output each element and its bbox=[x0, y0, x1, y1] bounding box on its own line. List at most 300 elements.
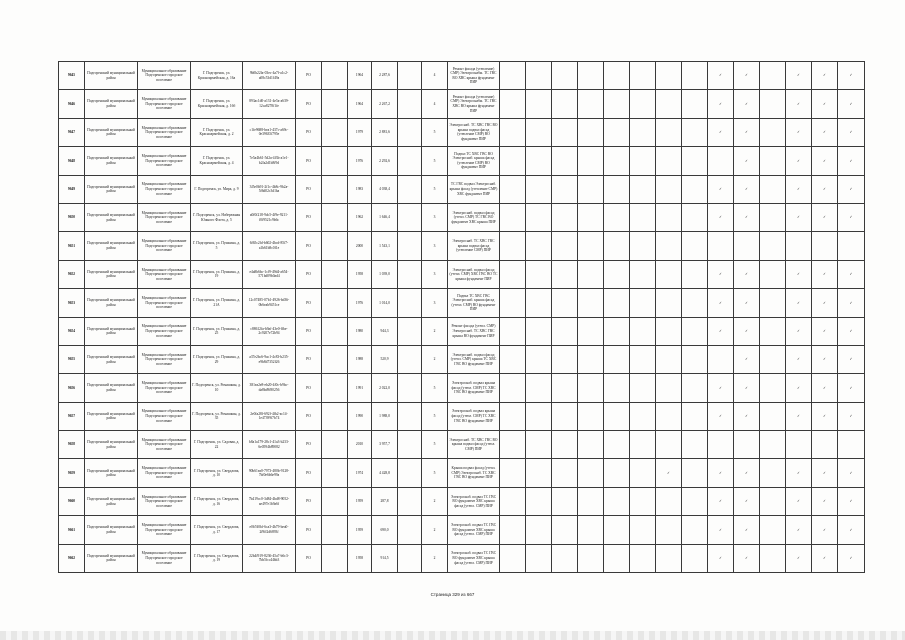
empty-cell bbox=[526, 260, 552, 288]
area-cell: 1 988,0 bbox=[372, 402, 398, 430]
empty-cell bbox=[500, 289, 526, 317]
check-mark-icon: ✓ bbox=[786, 90, 812, 118]
empty-cell bbox=[322, 203, 348, 231]
empty-cell bbox=[630, 487, 656, 515]
check-mark-icon: ✓ bbox=[812, 345, 838, 373]
empty-cell bbox=[682, 431, 708, 459]
table-row bbox=[59, 289, 865, 317]
row-number: 9650 bbox=[59, 203, 85, 231]
area-cell: 2 022,0 bbox=[372, 374, 398, 402]
empty-cell bbox=[760, 374, 786, 402]
empty-cell bbox=[398, 402, 422, 430]
check-mark-icon: ✓ bbox=[708, 487, 734, 515]
check-mark-icon: ✓ bbox=[812, 90, 838, 118]
check-mark-icon: ✓ bbox=[708, 62, 734, 90]
check-mark-icon: ✓ bbox=[708, 118, 734, 146]
check-mark-icon: ✓ bbox=[812, 203, 838, 231]
guid-cell: a0f0f218-9dc5-4f9e-9211-f0f9521c9b6c bbox=[243, 203, 296, 231]
empty-cell bbox=[760, 431, 786, 459]
check-mark-icon: ✓ bbox=[812, 62, 838, 90]
page-footer: Страница 329 из 667 bbox=[430, 592, 475, 597]
guid-cell: b8a1a179-28c1-41a3-b233-6e0594b89082 bbox=[243, 431, 296, 459]
check-mark-icon: ✓ bbox=[812, 147, 838, 175]
row-number: 9649 bbox=[59, 175, 85, 203]
empty-cell bbox=[682, 544, 708, 572]
empty-cell bbox=[604, 317, 630, 345]
area-cell: 2 267,2 bbox=[372, 90, 398, 118]
check-mark-icon: ✓ bbox=[812, 544, 838, 572]
year-cell: 1980 bbox=[348, 317, 372, 345]
empty-cell bbox=[682, 374, 708, 402]
empty-cell bbox=[656, 147, 682, 175]
empty-cell bbox=[578, 232, 604, 260]
row-number: 9662 bbox=[59, 544, 85, 572]
address-cell: Г. Подгоренск, ул. Ромашкин, д. 35 bbox=[191, 402, 243, 430]
empty-cell bbox=[500, 516, 526, 544]
empty-cell bbox=[552, 544, 578, 572]
empty-cell bbox=[578, 374, 604, 402]
settlement-cell: Муниципальное образование Подгоренское городское поселение bbox=[138, 147, 191, 175]
settlement-cell: Муниципальное образование Подгоренское городское поселение bbox=[138, 487, 191, 515]
area-cell: 4 038,4 bbox=[372, 175, 398, 203]
empty-cell bbox=[322, 544, 348, 572]
table-row bbox=[59, 402, 865, 430]
area-cell: 690,0 bbox=[372, 516, 398, 544]
check-mark-icon: ✓ bbox=[734, 345, 760, 373]
empty-cell bbox=[552, 317, 578, 345]
empty-cell bbox=[578, 487, 604, 515]
settlement-cell: Муниципальное образование Подгоренское городское поселение bbox=[138, 544, 191, 572]
check-mark-icon: ✓ bbox=[708, 459, 734, 487]
check-mark-icon: ✓ bbox=[786, 175, 812, 203]
empty-cell bbox=[682, 203, 708, 231]
empty-cell bbox=[322, 90, 348, 118]
row-number: 9652 bbox=[59, 260, 85, 288]
year-cell: 1964 bbox=[348, 62, 372, 90]
empty-cell bbox=[500, 203, 526, 231]
empty-cell bbox=[656, 317, 682, 345]
works-cell: Крыша подвал фасад (утепл. СМР) Электроснаб. ТС ХВС ГВС ВО фундамент ПИР bbox=[448, 459, 500, 487]
year-cell: 1988 bbox=[348, 345, 372, 373]
floors-cell: 5 bbox=[422, 459, 448, 487]
check-mark-icon: ✓ bbox=[838, 544, 865, 572]
empty-cell bbox=[526, 431, 552, 459]
table-row bbox=[59, 175, 865, 203]
settlement-cell: Муниципальное образование Подгоренское городское поселение bbox=[138, 62, 191, 90]
check-mark-icon: ✓ bbox=[708, 90, 734, 118]
guid-cell: 381ea2e8-eb20-4f0c-b9bc-da8bd9f80256 bbox=[243, 374, 296, 402]
empty-cell bbox=[552, 459, 578, 487]
floors-cell: 2 bbox=[422, 345, 448, 373]
empty-cell bbox=[578, 516, 604, 544]
empty-cell bbox=[552, 232, 578, 260]
settlement-cell: Муниципальное образование Подгоренское городское поселение bbox=[138, 289, 191, 317]
area-cell: 4 428,8 bbox=[372, 459, 398, 487]
empty-cell bbox=[604, 345, 630, 373]
check-mark-icon: ✓ bbox=[734, 289, 760, 317]
empty-cell bbox=[578, 402, 604, 430]
year-cell: 1983 bbox=[348, 175, 372, 203]
empty-cell bbox=[500, 402, 526, 430]
floors-cell: 4 bbox=[422, 90, 448, 118]
row-number: 9655 bbox=[59, 345, 85, 373]
floors-cell: 4 bbox=[422, 62, 448, 90]
empty-cell bbox=[760, 175, 786, 203]
empty-cell bbox=[526, 118, 552, 146]
form-cell: РО bbox=[296, 345, 322, 373]
empty-cell bbox=[604, 175, 630, 203]
empty-cell bbox=[578, 147, 604, 175]
empty-cell bbox=[552, 147, 578, 175]
form-cell: РО bbox=[296, 516, 322, 544]
empty-cell bbox=[398, 147, 422, 175]
check-mark-icon: ✓ bbox=[812, 516, 838, 544]
form-cell: РО bbox=[296, 232, 322, 260]
empty-cell bbox=[526, 317, 552, 345]
district-cell: Подгоренский муниципальный район bbox=[85, 487, 138, 515]
empty-cell bbox=[552, 516, 578, 544]
check-mark-icon: ✓ bbox=[838, 62, 865, 90]
empty-cell bbox=[682, 459, 708, 487]
settlement-cell: Муниципальное образование Подгоренское городское поселение bbox=[138, 317, 191, 345]
empty-cell bbox=[500, 487, 526, 515]
guid-cell: c88612fa-b9af-43e0-ffbe-2c9207e72b94 bbox=[243, 317, 296, 345]
form-cell: РО bbox=[296, 62, 322, 90]
empty-cell bbox=[526, 402, 552, 430]
empty-cell bbox=[682, 232, 708, 260]
empty-cell bbox=[604, 459, 630, 487]
empty-cell bbox=[656, 203, 682, 231]
form-cell: РО bbox=[296, 289, 322, 317]
check-mark-icon: ✓ bbox=[786, 203, 812, 231]
year-cell: 1974 bbox=[348, 459, 372, 487]
works-cell: Ремонт фасада (утепл. СМР) Электроснаб. ТС ХВС ГВС крыша ВО фундамент ПИР bbox=[448, 317, 500, 345]
floors-cell: 3 bbox=[422, 203, 448, 231]
works-cell: Электроснаб. подвал ТС ГВС ВО фундамент ХВС крыша фасад (утепл. СМР) ПИР bbox=[448, 516, 500, 544]
table-row bbox=[59, 90, 865, 118]
check-mark-icon: ✓ bbox=[838, 459, 865, 487]
empty-cell bbox=[630, 118, 656, 146]
form-cell: РО bbox=[296, 459, 322, 487]
empty-cell bbox=[760, 459, 786, 487]
empty-cell bbox=[630, 317, 656, 345]
empty-cell bbox=[578, 289, 604, 317]
empty-cell bbox=[708, 232, 734, 260]
district-cell: Подгоренский муниципальный район bbox=[85, 90, 138, 118]
check-mark-icon: ✓ bbox=[786, 147, 812, 175]
empty-cell bbox=[760, 544, 786, 572]
check-mark-icon: ✓ bbox=[812, 374, 838, 402]
row-number: 9656 bbox=[59, 374, 85, 402]
district-cell: Подгоренский муниципальный район bbox=[85, 232, 138, 260]
district-cell: Подгоренский муниципальный район bbox=[85, 289, 138, 317]
check-mark-icon: ✓ bbox=[838, 203, 865, 231]
form-cell: РО bbox=[296, 118, 322, 146]
row-number: 9646 bbox=[59, 90, 85, 118]
empty-cell bbox=[398, 516, 422, 544]
empty-cell bbox=[322, 232, 348, 260]
guid-cell: 7e5a4b61-5d2a-4f3b-a1e1-b2fa2d1b8f9d bbox=[243, 147, 296, 175]
check-mark-icon: ✓ bbox=[812, 402, 838, 430]
area-cell: 1 543,1 bbox=[372, 232, 398, 260]
empty-cell bbox=[322, 147, 348, 175]
works-cell: Электроснаб. подвал ТС ГВС ВО фундамент ХВС крыша фасад (утепл. СМР) ПИР bbox=[448, 487, 500, 515]
empty-cell bbox=[838, 232, 865, 260]
check-mark-icon: ✓ bbox=[786, 487, 812, 515]
table-row bbox=[59, 260, 865, 288]
empty-cell bbox=[682, 317, 708, 345]
table-row bbox=[59, 232, 865, 260]
district-cell: Подгоренский муниципальный район bbox=[85, 203, 138, 231]
empty-cell bbox=[630, 516, 656, 544]
district-cell: Подгоренский муниципальный район bbox=[85, 431, 138, 459]
check-mark-icon: ✓ bbox=[708, 317, 734, 345]
floors-cell: 5 bbox=[422, 175, 448, 203]
check-mark-icon: ✓ bbox=[786, 374, 812, 402]
guid-cell: 90b61ea0-7973-480b-9128-7bf0e6b6e99a bbox=[243, 459, 296, 487]
empty-cell bbox=[552, 118, 578, 146]
empty-cell bbox=[398, 203, 422, 231]
empty-cell bbox=[682, 260, 708, 288]
check-mark-icon: ✓ bbox=[786, 289, 812, 317]
district-cell: Подгоренский муниципальный район bbox=[85, 147, 138, 175]
guid-cell: 12c07485-07b1-4926-bd36-0b6eab9451ce bbox=[243, 289, 296, 317]
row-number: 9648 bbox=[59, 147, 85, 175]
empty-cell bbox=[656, 232, 682, 260]
table-row bbox=[59, 62, 865, 90]
works-cell: Электроснаб. подвал фасад (утепл. СМР) ХВС ГВС ВО ТС крыша фундамент ПИР bbox=[448, 260, 500, 288]
guid-cell: e0b7d0bf-6ca3-4b79-bea0-2f9ff2d6893f bbox=[243, 516, 296, 544]
area-cell: 520,9 bbox=[372, 345, 398, 373]
empty-cell bbox=[630, 345, 656, 373]
district-cell: Подгоренский муниципальный район bbox=[85, 175, 138, 203]
check-mark-icon: ✓ bbox=[812, 118, 838, 146]
empty-cell bbox=[552, 374, 578, 402]
form-cell: РО bbox=[296, 374, 322, 402]
area-cell: 2 287,6 bbox=[372, 62, 398, 90]
empty-cell bbox=[398, 260, 422, 288]
empty-cell bbox=[630, 402, 656, 430]
empty-cell bbox=[578, 317, 604, 345]
empty-cell bbox=[526, 544, 552, 572]
empty-cell bbox=[552, 431, 578, 459]
empty-cell bbox=[630, 374, 656, 402]
empty-cell bbox=[760, 289, 786, 317]
row-number: 9661 bbox=[59, 516, 85, 544]
empty-cell bbox=[578, 431, 604, 459]
empty-cell bbox=[500, 317, 526, 345]
check-mark-icon: ✓ bbox=[708, 289, 734, 317]
empty-cell bbox=[786, 431, 812, 459]
settlement-cell: Муниципальное образование Подгоренское городское поселение bbox=[138, 374, 191, 402]
address-cell: Г. Подгоренск, ул. Свердлова, д. 17 bbox=[191, 516, 243, 544]
area-cell: 914,5 bbox=[372, 544, 398, 572]
settlement-cell: Муниципальное образование Подгоренское городское поселение bbox=[138, 402, 191, 430]
empty-cell bbox=[682, 175, 708, 203]
check-mark-icon: ✓ bbox=[838, 516, 865, 544]
empty-cell bbox=[760, 118, 786, 146]
works-cell: Подвал ТС ХВС ГВС Электроснаб. крыша фасад (утепл. СМР) ВО фундамент ПИР bbox=[448, 289, 500, 317]
form-cell: РО bbox=[296, 487, 322, 515]
table-row bbox=[59, 544, 865, 572]
empty-cell bbox=[656, 487, 682, 515]
address-cell: Г. Подгоренск, ул. Красноармейская, д. 16а bbox=[191, 62, 243, 90]
floors-cell: 2 bbox=[422, 487, 448, 515]
check-mark-icon: ✓ bbox=[812, 487, 838, 515]
address-cell: Г. Подгоренск, ул. Пушкина, д. 19 bbox=[191, 260, 243, 288]
check-mark-icon: ✓ bbox=[734, 459, 760, 487]
empty-cell bbox=[656, 175, 682, 203]
settlement-cell: Муниципальное образование Подгоренское городское поселение bbox=[138, 90, 191, 118]
empty-cell bbox=[500, 260, 526, 288]
area-cell: 287,8 bbox=[372, 487, 398, 515]
check-mark-icon: ✓ bbox=[734, 90, 760, 118]
table-row bbox=[59, 317, 865, 345]
table-row bbox=[59, 516, 865, 544]
table-row bbox=[59, 459, 865, 487]
district-cell: Подгоренский муниципальный район bbox=[85, 374, 138, 402]
empty-cell bbox=[322, 402, 348, 430]
empty-cell bbox=[760, 147, 786, 175]
year-cell: 1976 bbox=[348, 289, 372, 317]
empty-cell bbox=[500, 345, 526, 373]
empty-cell bbox=[552, 62, 578, 90]
form-cell: РО bbox=[296, 402, 322, 430]
check-mark-icon: ✓ bbox=[734, 516, 760, 544]
empty-cell bbox=[578, 544, 604, 572]
check-mark-icon: ✓ bbox=[838, 345, 865, 373]
check-mark-icon: ✓ bbox=[786, 516, 812, 544]
check-mark-icon: ✓ bbox=[838, 487, 865, 515]
empty-cell bbox=[578, 260, 604, 288]
settlement-cell: Муниципальное образование Подгоренское городское поселение bbox=[138, 260, 191, 288]
floors-cell: 3 bbox=[422, 260, 448, 288]
empty-cell bbox=[604, 260, 630, 288]
empty-cell bbox=[708, 147, 734, 175]
address-cell: Г. Подгоренск, ул. Мира, д. 9 bbox=[191, 175, 243, 203]
empty-cell bbox=[398, 90, 422, 118]
empty-cell bbox=[322, 317, 348, 345]
check-mark-icon: ✓ bbox=[708, 544, 734, 572]
works-cell: Электроснаб. подвал фасад (утепл. СМР) крыша ТС ХВС ГВС ВО фундамент ПИР bbox=[448, 345, 500, 373]
empty-cell bbox=[734, 232, 760, 260]
empty-cell bbox=[656, 345, 682, 373]
district-cell: Подгоренский муниципальный район bbox=[85, 459, 138, 487]
empty-cell bbox=[812, 232, 838, 260]
empty-cell bbox=[604, 118, 630, 146]
area-cell: 1 014,0 bbox=[372, 289, 398, 317]
row-number: 9658 bbox=[59, 431, 85, 459]
empty-cell bbox=[682, 147, 708, 175]
works-cell: Электроснаб. подвал крыша фасад (утепл. СМР) ТС ХВС ГВС ВО фундамент ПИР bbox=[448, 402, 500, 430]
check-mark-icon: ✓ bbox=[838, 118, 865, 146]
empty-cell bbox=[604, 289, 630, 317]
row-number: 9660 bbox=[59, 487, 85, 515]
empty-cell bbox=[656, 62, 682, 90]
empty-cell bbox=[630, 62, 656, 90]
empty-cell bbox=[734, 431, 760, 459]
check-mark-icon: ✓ bbox=[812, 175, 838, 203]
form-cell: РО bbox=[296, 203, 322, 231]
district-cell: Подгоренский муниципальный район bbox=[85, 118, 138, 146]
empty-cell bbox=[500, 459, 526, 487]
area-cell: 3 957,7 bbox=[372, 431, 398, 459]
check-mark-icon: ✓ bbox=[786, 118, 812, 146]
empty-cell bbox=[760, 402, 786, 430]
check-mark-icon: ✓ bbox=[708, 260, 734, 288]
table-row bbox=[59, 431, 865, 459]
settlement-cell: Муниципальное образование Подгоренское городское поселение bbox=[138, 118, 191, 146]
check-mark-icon: ✓ bbox=[734, 260, 760, 288]
empty-cell bbox=[398, 459, 422, 487]
empty-cell bbox=[500, 62, 526, 90]
empty-cell bbox=[398, 345, 422, 373]
empty-cell bbox=[708, 431, 734, 459]
empty-cell bbox=[322, 345, 348, 373]
empty-cell bbox=[526, 516, 552, 544]
empty-cell bbox=[398, 62, 422, 90]
table-row bbox=[59, 374, 865, 402]
check-mark-icon: ✓ bbox=[838, 317, 865, 345]
empty-cell bbox=[656, 516, 682, 544]
empty-cell bbox=[526, 62, 552, 90]
address-cell: Г. Подгоренск, ул. Набережная Южного Флота, д. 5 bbox=[191, 203, 243, 231]
address-cell: Г. Подгоренск, ул. Свердлова, д. 16 bbox=[191, 487, 243, 515]
empty-cell bbox=[322, 289, 348, 317]
empty-cell bbox=[398, 544, 422, 572]
area-cell: 1 039,0 bbox=[372, 260, 398, 288]
empty-cell bbox=[552, 203, 578, 231]
district-cell: Подгоренский муниципальный район bbox=[85, 402, 138, 430]
empty-cell bbox=[526, 487, 552, 515]
address-cell: Г. Подгоренск, ул. Ромашкин, д. 10 bbox=[191, 374, 243, 402]
year-cell: 1991 bbox=[348, 374, 372, 402]
address-cell: Г. Подгоренск, ул. Пушкина, д. 21А bbox=[191, 289, 243, 317]
empty-cell bbox=[398, 118, 422, 146]
empty-cell bbox=[630, 289, 656, 317]
floors-cell: 5 bbox=[422, 431, 448, 459]
empty-cell bbox=[322, 459, 348, 487]
row-number: 9659 bbox=[59, 459, 85, 487]
empty-cell bbox=[398, 374, 422, 402]
empty-cell bbox=[604, 374, 630, 402]
empty-cell bbox=[656, 431, 682, 459]
works-cell: Ремонт фасада (утепление) СМР) Электроснабж. ТС ГВС ВО ХВС крыша фундамент ПИР bbox=[448, 62, 500, 90]
empty-cell bbox=[578, 459, 604, 487]
district-cell: Подгоренский муниципальный район bbox=[85, 260, 138, 288]
address-cell: Г. Подгоренск, ул. Красноармейская, д. 2 bbox=[191, 118, 243, 146]
empty-cell bbox=[500, 90, 526, 118]
check-mark-icon: ✓ bbox=[734, 317, 760, 345]
empty-cell bbox=[578, 345, 604, 373]
guid-cell: 9b0b22fa-03ec-4a7f-a1c2-a08c53d1f49a bbox=[243, 62, 296, 90]
floors-cell: 5 bbox=[422, 147, 448, 175]
empty-cell bbox=[552, 90, 578, 118]
works-cell: Электроснаб. подвал ТС ГВС ВО фундамент ХВС крыша фасад (утепл. СМР) ПИР bbox=[448, 544, 500, 572]
works-cell: Ремонт фасада (утепление) СМР) Электроснабж. ТС ГВС ХВС ВО крыша фундамент ПИР bbox=[448, 90, 500, 118]
empty-cell bbox=[526, 147, 552, 175]
settlement-cell: Муниципальное образование Подгоренское городское поселение bbox=[138, 232, 191, 260]
works-cell: Электроснаб. ТС ХВС ГВС ВО крыша подвал фасад (утепление СМР) ВО фундамент ПИР bbox=[448, 118, 500, 146]
empty-cell bbox=[578, 203, 604, 231]
empty-cell bbox=[398, 175, 422, 203]
address-cell: Г. Подгоренск, ул. Свердлова, д. 10 bbox=[191, 459, 243, 487]
table-row bbox=[59, 345, 865, 373]
empty-cell bbox=[760, 260, 786, 288]
empty-cell bbox=[500, 118, 526, 146]
year-cell: 1962 bbox=[348, 203, 372, 231]
empty-cell bbox=[398, 232, 422, 260]
